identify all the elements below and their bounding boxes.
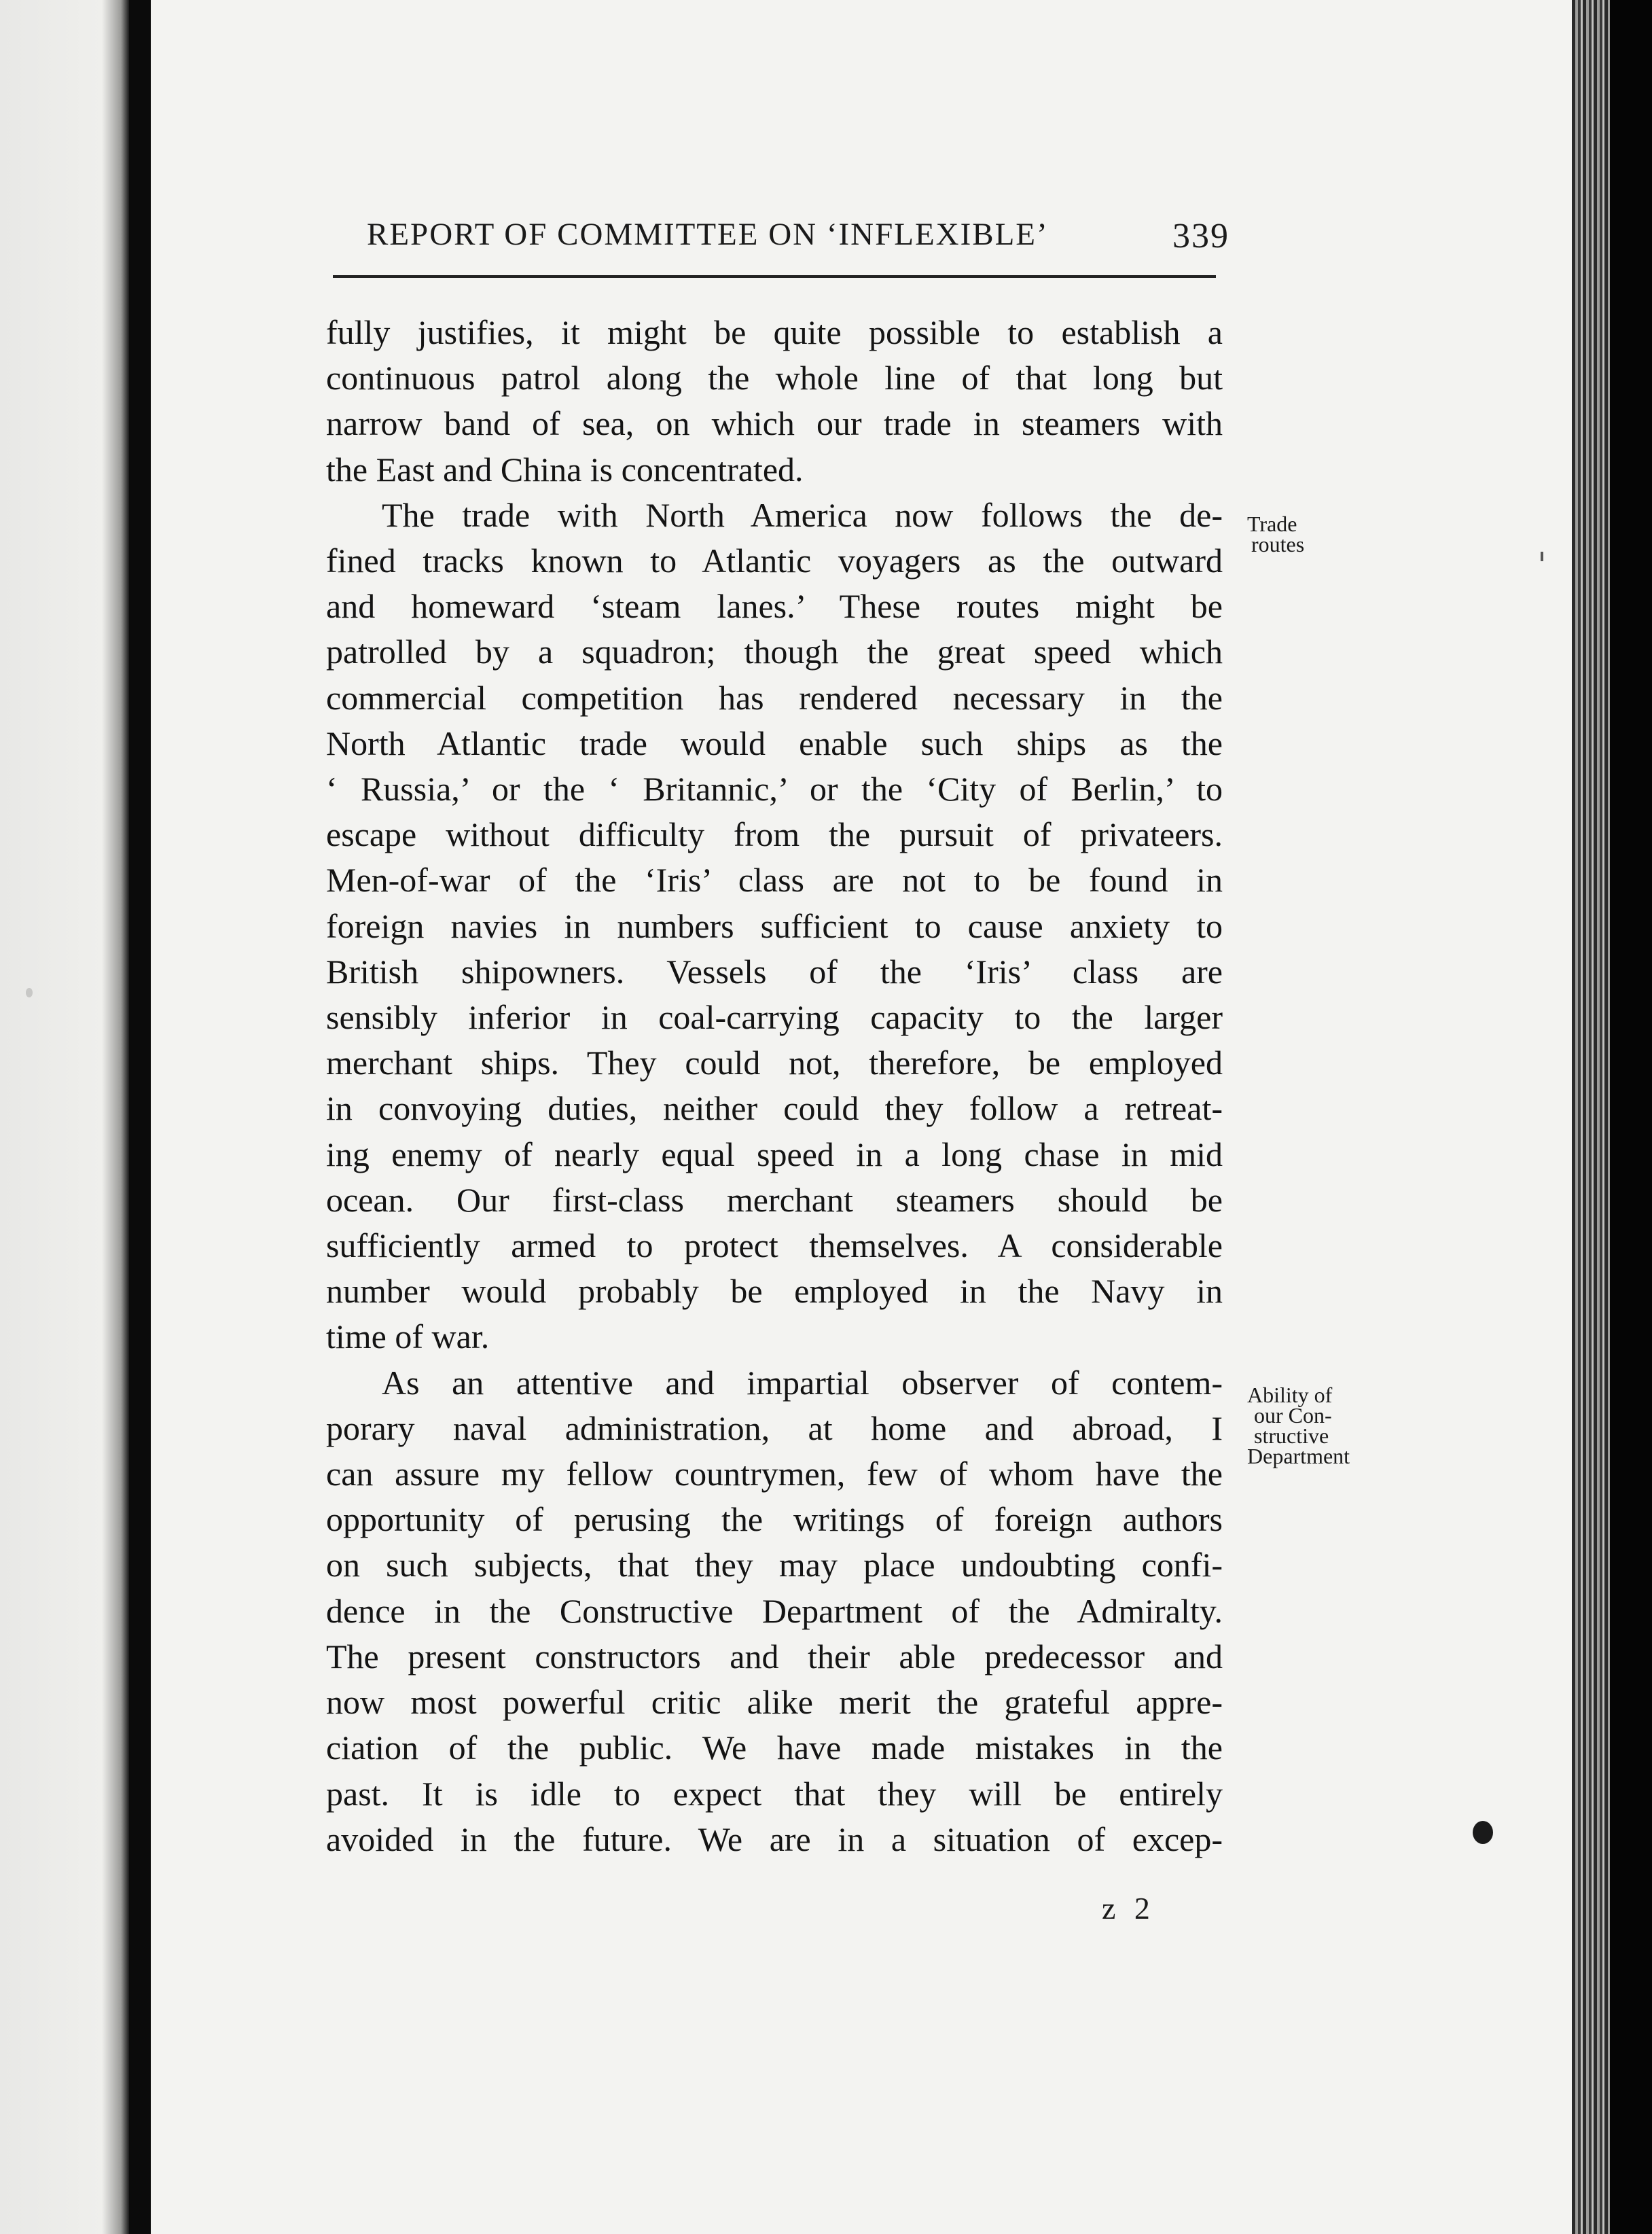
- text-line: on such subjects, that they may place undoubting confi-: [326, 1546, 1223, 1584]
- text-line: escape without difficulty from the pursuit of privateers.: [326, 815, 1223, 854]
- paragraph-3: [326, 1360, 1223, 1862]
- text-line: The present constructors and their able predecessor and: [326, 1637, 1223, 1676]
- text-line: merchant ships. They could not, therefore, be employed: [326, 1044, 1223, 1082]
- text-line: fully justifies, it might be quite possible to establish a: [326, 313, 1223, 351]
- margin-note-line: Department: [1247, 1444, 1350, 1468]
- header-rule: [333, 275, 1216, 278]
- text-line: time of war.: [326, 1317, 490, 1356]
- text-line: ing enemy of nearly equal speed in a long chase in mid: [326, 1135, 1223, 1173]
- margin-note-line: Ability of: [1247, 1383, 1333, 1407]
- text-line: number would probably be employed in the Navy in: [326, 1272, 1223, 1311]
- text-line: now most powerful critic alike merit the grateful appre-: [326, 1683, 1223, 1722]
- text-line: Men-of-war of the ‘Iris’ class are not to be found in: [326, 861, 1223, 900]
- text-line: The trade with North America now follows the de-: [382, 495, 1223, 534]
- text-line: dence in the Constructive Department of the Admiralty.: [326, 1591, 1223, 1630]
- text-line: porary naval administration, at home and abroad, I: [326, 1408, 1223, 1447]
- scan-background: [1610, 0, 1652, 2234]
- text-line: ocean. Our first-class merchant steamers should be: [326, 1180, 1223, 1219]
- margin-note-line: Trade: [1247, 512, 1297, 536]
- text-line: in convoying duties, neither could they follow a retreat-: [326, 1089, 1223, 1128]
- text-line: commercial competition has rendered necessary in the: [326, 678, 1223, 717]
- margin-note-line: structive: [1254, 1423, 1329, 1448]
- text-line: can assure my fellow countrymen, few of whom have the: [326, 1455, 1223, 1493]
- page-number: 339: [1172, 217, 1229, 255]
- margin-note-line: routes: [1251, 532, 1305, 556]
- signature-mark: z 2: [1102, 1891, 1155, 1926]
- running-title: REPORT OF COMMITTEE ON ‘INFLEXIBLE’: [367, 217, 1049, 252]
- paragraph-2: [326, 493, 1223, 1360]
- text-line: and homeward ‘steam lanes.’ These routes might be: [326, 587, 1223, 626]
- text-line: fined tracks known to Atlantic voyagers as the outward: [326, 542, 1223, 580]
- text-line: patrolled by a squadron; though the great speed which: [326, 633, 1223, 671]
- text-line: narrow band of sea, on which our trade in steamers with: [326, 404, 1223, 443]
- paragraph-1: [326, 310, 1223, 493]
- text-line: continuous patrol along the whole line of that long but: [326, 359, 1223, 397]
- text-line: sensibly inferior in coal-carrying capacity to the larger: [326, 998, 1223, 1037]
- text-line: past. It is idle to expect that they will be entirely: [326, 1774, 1223, 1813]
- text-line: British shipowners. Vessels of the ‘Iris’ class are: [326, 952, 1223, 991]
- body-text: [326, 310, 1223, 1862]
- text-line: opportunity of perusing the writings of foreign authors: [326, 1500, 1223, 1539]
- margin-note-line: our Con-: [1254, 1403, 1332, 1428]
- text-line: North Atlantic trade would enable such ships as the: [326, 724, 1223, 762]
- paper-speck: [26, 988, 33, 997]
- paper-speck: [1541, 552, 1543, 561]
- left-page-edge: [0, 0, 129, 2234]
- margin-note-trade-routes: [1247, 514, 1304, 554]
- text-line: avoided in the future. We are in a situation of excep-: [326, 1820, 1223, 1858]
- text-line: ‘ Russia,’ or the ‘ Britannic,’ or the ‘City of Berlin,’ to: [326, 770, 1223, 809]
- text-line: ciation of the public. We have made mistakes in the: [326, 1728, 1223, 1767]
- text-line: foreign navies in numbers sufficient to cause anxiety to: [326, 906, 1223, 945]
- text-line: As an attentive and impartial observer of contem-: [382, 1363, 1223, 1402]
- book-gutter: [129, 0, 151, 2234]
- text-line: sufficiently armed to protect themselves. A considerable: [326, 1226, 1223, 1265]
- ink-blot: [1473, 1821, 1493, 1844]
- margin-note-constructive-department: [1247, 1385, 1350, 1466]
- text-line: the East and China is concentrated.: [326, 450, 804, 489]
